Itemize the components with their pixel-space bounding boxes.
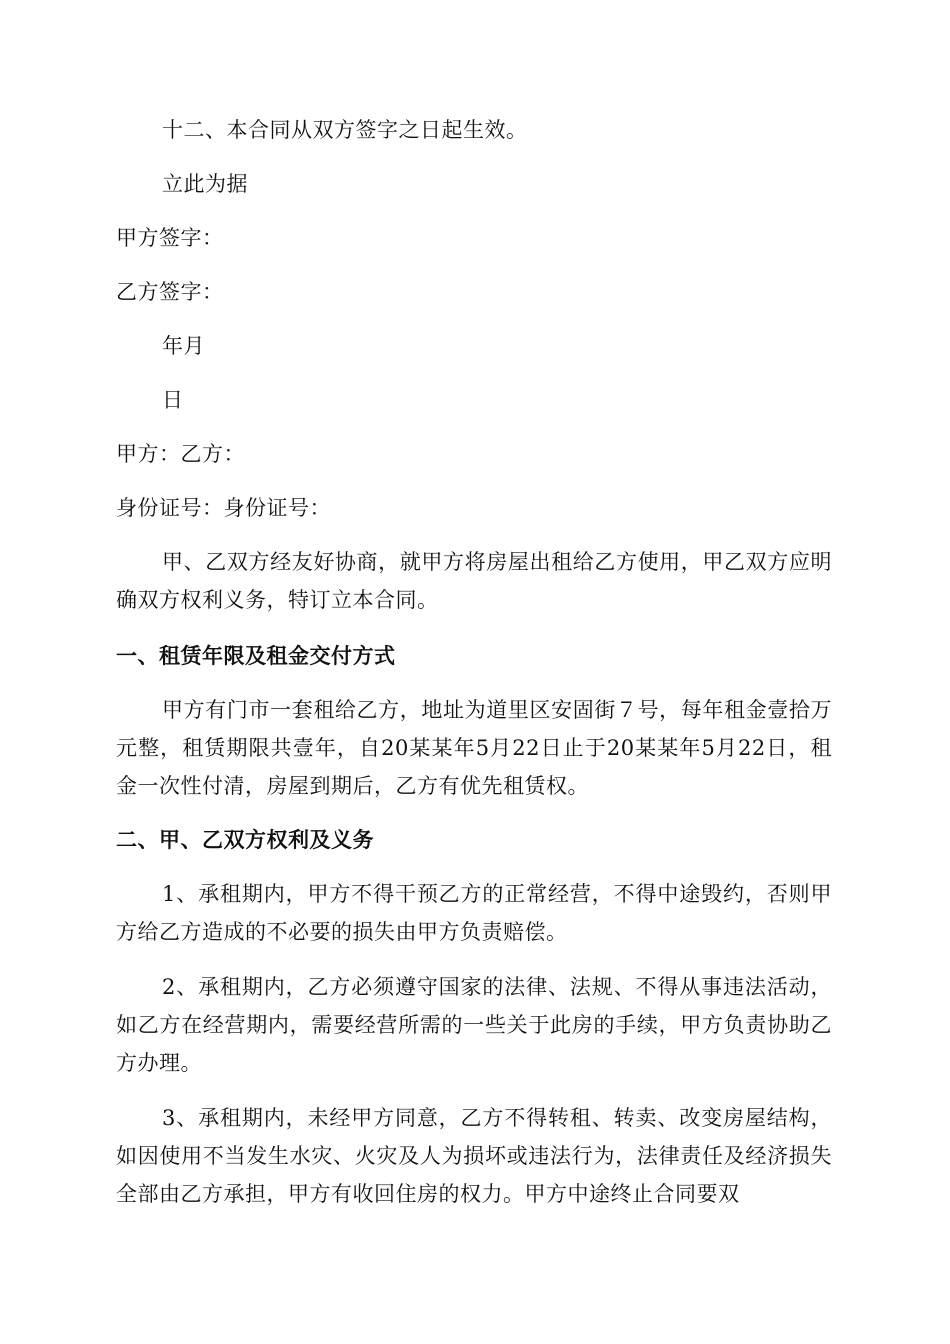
- intro-paragraph: 甲、乙双方经友好协商，就甲方将房屋出租给乙方使用，甲乙双方应明确双方权利义务，特订立本合同。: [116, 550, 832, 612]
- hereby-text: 立此为据: [162, 172, 248, 196]
- clause-twelve: 十二、本合同从双方签字之日起生效。: [162, 118, 528, 142]
- section-1-heading: 一、租赁年限及租金交付方式: [116, 643, 396, 668]
- date-day: 日: [162, 388, 184, 412]
- date-year-month: 年月: [162, 334, 205, 358]
- parties-label: 甲方：乙方：: [116, 442, 245, 466]
- section-2-item-2: 2、承租期内，乙方必须遵守国家的法律、法规、不得从事违法活动，如乙方在经营期内，需要经营所需的一些关于此房的手续，甲方负责协助乙方办理。: [116, 975, 832, 1075]
- id-number-label: 身份证号：身份证号：: [116, 496, 331, 520]
- party-b-signature-label: 乙方签字：: [116, 280, 224, 304]
- section-2-item-1: 1、承租期内，甲方不得干预乙方的正常经营，不得中途毁约，否则甲方给乙方造成的不必要的损失由甲方负责赔偿。: [116, 882, 832, 944]
- section-2-heading: 二、甲、乙双方权利及义务: [116, 827, 374, 852]
- section-1-body: 甲方有门市一套租给乙方，地址为道里区安固街７号，每年租金壹拾万元整，租赁期限共壹年，自20某某年5月22日止于20某某年5月22日，租金一次性付清，房屋到期后，乙方有优先租赁权。: [116, 698, 832, 798]
- section-2-item-3: 3、承租期内，未经甲方同意，乙方不得转租、转卖、改变房屋结构，如因使用不当发生水灾、火灾及人为损坏或违法行为，法律责任及经济损失全部由乙方承担，甲方有收回住房的权力。甲方中途终止合同要双: [116, 1106, 832, 1206]
- party-a-signature-label: 甲方签字：: [116, 226, 224, 250]
